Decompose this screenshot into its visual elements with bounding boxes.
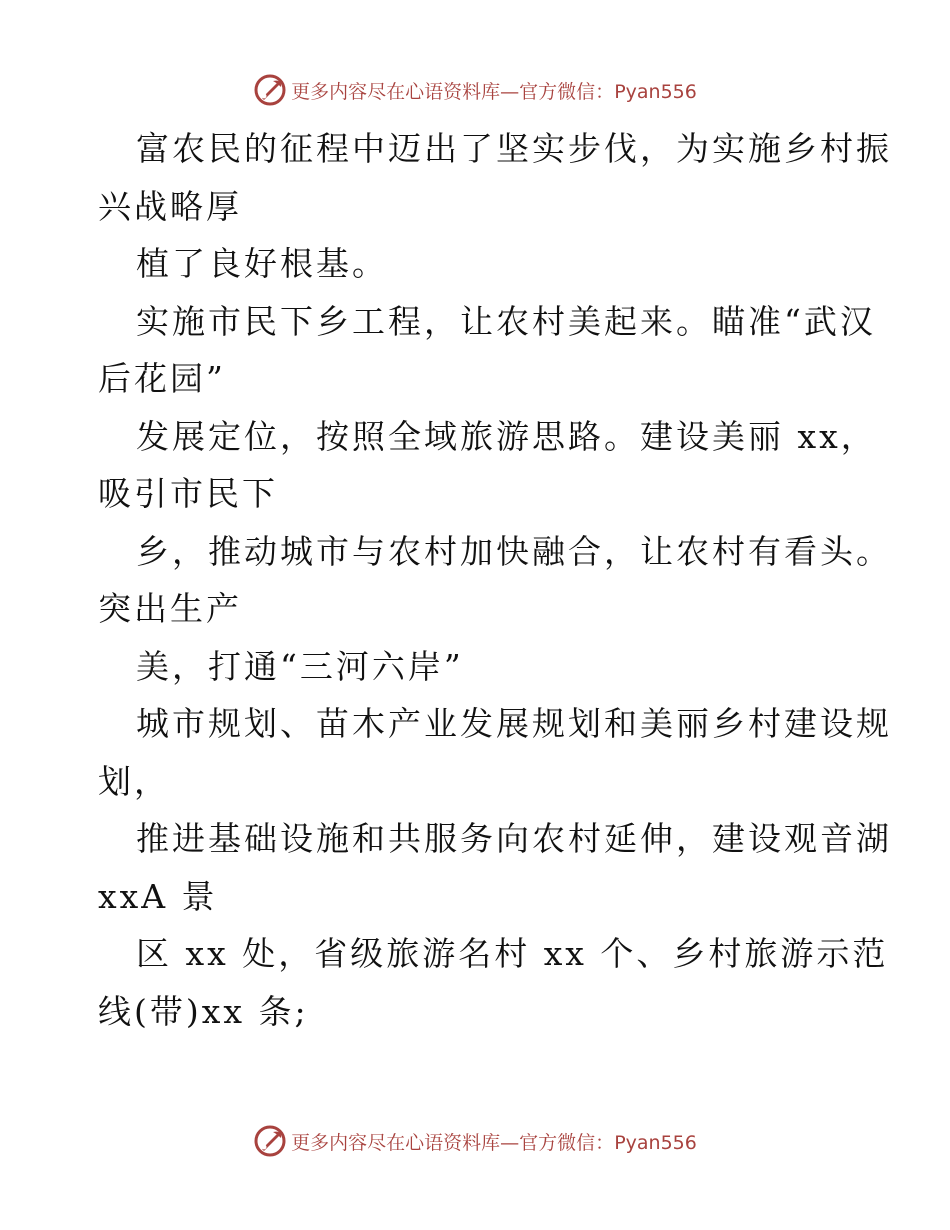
banner-text — [291, 1128, 697, 1155]
body-line: 划， — [98, 761, 170, 801]
body-line: 发展定位，按照全域旅游思路。建设美丽 xx， — [136, 416, 877, 456]
wechat-label: 官方微信： — [519, 80, 615, 103]
body-line: 富农民的征程中迈出了坚实步伐，为实施乡村振 — [136, 129, 892, 168]
body-line: 城市规划、苗木产业发展规划和美丽乡村建设规 — [136, 704, 892, 743]
body-line: 区 xx 处，省级旅游名村 xx 个、乡村旅游示范 — [136, 934, 889, 973]
quill-pen-logo-icon — [253, 1124, 287, 1158]
body-line: 美，打通“三河六岸” — [136, 646, 464, 686]
body-line: 乡，推动城市与农村加快融合，让农村有看头。 — [136, 531, 892, 571]
body-line: 吸引市民下 — [98, 474, 278, 513]
wechat-id: Pyan556 — [614, 80, 697, 103]
body-line: 推进基础设施和共服务向农村延伸，建设观音湖 — [136, 819, 892, 858]
quill-pen-logo-icon — [253, 73, 287, 107]
wechat-id: Pyan556 — [614, 1131, 697, 1154]
body-line: 实施市民下乡工程，让农村美起来。瞄准“武汉 — [136, 301, 876, 341]
body-line: 突出生产 — [98, 589, 242, 628]
banner-title: 更多内容尽在心语资料库 — [291, 80, 501, 103]
wechat-label: 官方微信： — [519, 1131, 615, 1154]
body-line: 兴战略厚 — [98, 186, 242, 226]
banner-title: 更多内容尽在心语资料库 — [291, 1131, 501, 1154]
banner-text — [291, 77, 697, 104]
body-line: xxA 景 — [98, 876, 218, 916]
body-line: 后花园” — [98, 359, 226, 398]
document-body — [98, 120, 892, 1040]
body-line: 植了良好根基。 — [136, 244, 388, 283]
footer-banner — [0, 1121, 950, 1161]
banner-separator: — — [500, 80, 520, 103]
header-banner — [0, 70, 950, 110]
banner-separator: — — [500, 1131, 520, 1154]
body-line: 线(带)xx 条; — [98, 991, 309, 1031]
